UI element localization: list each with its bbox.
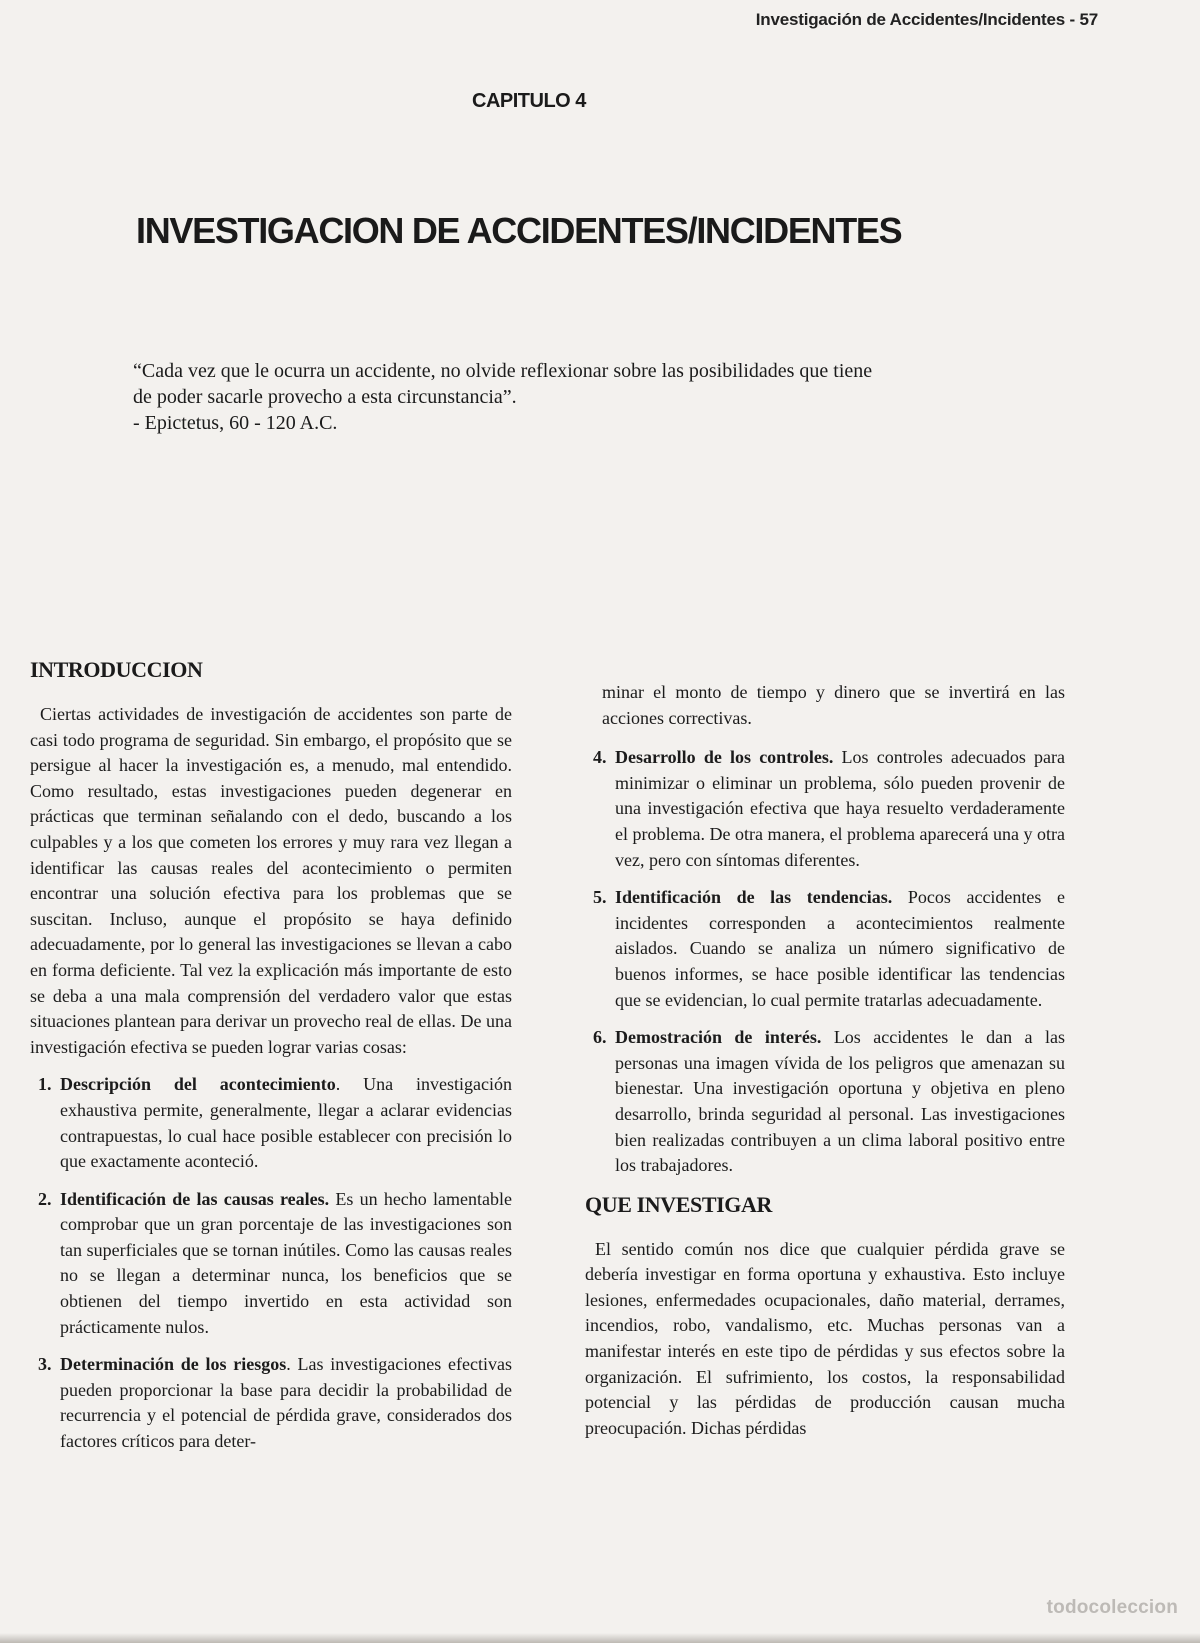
- list-item: [30, 1187, 512, 1341]
- list-item-number: 4.: [593, 747, 607, 768]
- watermark-logo: todocoleccion: [1046, 1597, 1178, 1618]
- list-item-text: Los controles adecuados para minimizar o eliminar un problema, sólo pueden provenir de una investigación efectiva que haya resuelto verdaderamente el problema. De otra manera, el problema aparecerá una y otra vez, pero con síntomas diferentes.: [615, 747, 1065, 870]
- epigraph-attribution: - Epictetus, 60 - 120 A.C.: [133, 412, 338, 434]
- chapter-title: INVESTIGACION DE ACCIDENTES/INCIDENTES: [136, 210, 902, 251]
- list-item-title: Desarrollo de los controles.: [615, 747, 834, 768]
- benefits-list-left: [30, 1072, 512, 1454]
- list-item: [585, 745, 1065, 873]
- section-heading-que-investigar: QUE INVESTIGAR: [585, 1191, 772, 1217]
- list-item-number: 6.: [593, 1027, 607, 1048]
- list-item-text: . Una investigación exhaustiva permite, generalmente, llegar a aclarar evidencias contrapuestas, lo cual hace posible establecer con precisión lo que exactamente aconteció.: [60, 1074, 513, 1172]
- list-item-title: Demostración de interés.: [615, 1027, 822, 1048]
- continued-text: minar el monto de tiempo y dinero que se invertirá en las acciones correctivas.: [602, 682, 1065, 728]
- benefits-list-right: [585, 745, 1065, 1179]
- list-item: [585, 885, 1065, 1013]
- list-item-title: Determinación de los riesgos: [60, 1354, 287, 1375]
- list-item-text: . Las investigaciones efectivas pueden proporcionar la base para decidir la probabilidad de recurrencia y el potencial de pérdida grave, considerados dos factores críticos para deter-: [60, 1354, 513, 1452]
- section-heading-introduccion: INTRODUCCION: [30, 657, 203, 682]
- intro-paragraph: Ciertas actividades de investigación de accidentes son parte de casi todo programa de seguridad. Sin embargo, el propósito que se persigue al hacer la investigación es, a menudo, mal entendido. Como resultado, estas investigaciones pueden degenerar en prácticas que terminan señalando con el dedo, buscando a los culpables y a los que cometen los errores y muy rara vez llegan a identificar las causas reales del acontecimiento o permiten encontrar una solución efectiva para los problemas que se suscitan. Incluso, aunque el propósito se haya definido adecuadamente, por lo general las investigaciones se llevan a cabo en forma deficiente. Tal vez la explicación más importante de esto se deba a una mala comprensión del verdadero valor que estas situaciones plantean para derivar un provecho real de ellas. De una investigación efectiva se pueden lograr varias cosas:: [30, 704, 512, 1057]
- epigraph-line-1: “Cada vez que le ocurra un accidente, no olvide reflexionar sobre las posibilidades que tiene: [133, 360, 873, 382]
- epigraph: [133, 358, 963, 436]
- que-investigar-paragraph: El sentido común nos dice que cualquier pérdida grave se debería investigar en forma oportuna y exhaustiva. Esto incluye lesiones, enfermedades ocupacionales, daño material, derrames, incendios, robo, vandalismo, etc. Muchas personas van a manifestar interés en este tipo de pérdidas y sus efectos sobre la organización. El sufrimiento, los costos, la responsabilidad potencial y las pérdidas de producción causan mucha preocupación. Dichas pérdidas: [585, 1238, 1065, 1438]
- list-item-text: Pocos accidentes e incidentes corresponden a acontecimientos realmente aislados. Cuando se analiza un número significativo de buenos informes, se hace posible identificar las tendencias que se evidencian, lo cual permite tratarlas adecuadamente.: [615, 887, 1065, 1010]
- list-item-title: Descripción del acontecimiento: [60, 1074, 336, 1095]
- page-edge-shadow: [0, 1633, 1200, 1643]
- epigraph-line-2: de poder sacarle provecho a esta circunstancia”.: [133, 386, 517, 408]
- list-item-number: 5.: [593, 887, 607, 908]
- list-item-text: Los accidentes le dan a las personas una imagen vívida de los peligros que amenazan su bienestar. Una investigación oportuna y objetiva en pleno desarrollo, brinda seguridad al personal. Las investigaciones bien realizadas contribuyen a un clima laboral positivo entre los trabajadores.: [615, 1027, 1065, 1176]
- running-head: Investigación de Accidentes/Incidentes - 57: [755, 10, 1098, 29]
- list-item-title: Identificación de las causas reales.: [60, 1188, 330, 1209]
- list-item-number: 1.: [38, 1074, 52, 1095]
- list-item-number: 2.: [38, 1188, 52, 1209]
- left-column: [30, 656, 512, 1467]
- list-item: [585, 1025, 1065, 1179]
- list-item-number: 3.: [38, 1354, 52, 1375]
- list-item: [30, 1352, 512, 1454]
- list-item-title: Identificación de las tendencias.: [615, 887, 893, 908]
- list-item-text: Es un hecho lamentable comprobar que un gran porcentaje de las investigaciones son tan superficiales que se tornan inútiles. Como las causas reales no se llegan a determinar nunca, los beneficios que se obtienen del tiempo invertido en esta actividad son prácticamente nulos.: [60, 1188, 512, 1337]
- list-item: [30, 1072, 512, 1174]
- chapter-label: CAPITULO 4: [472, 90, 586, 112]
- right-column: [585, 680, 1065, 1441]
